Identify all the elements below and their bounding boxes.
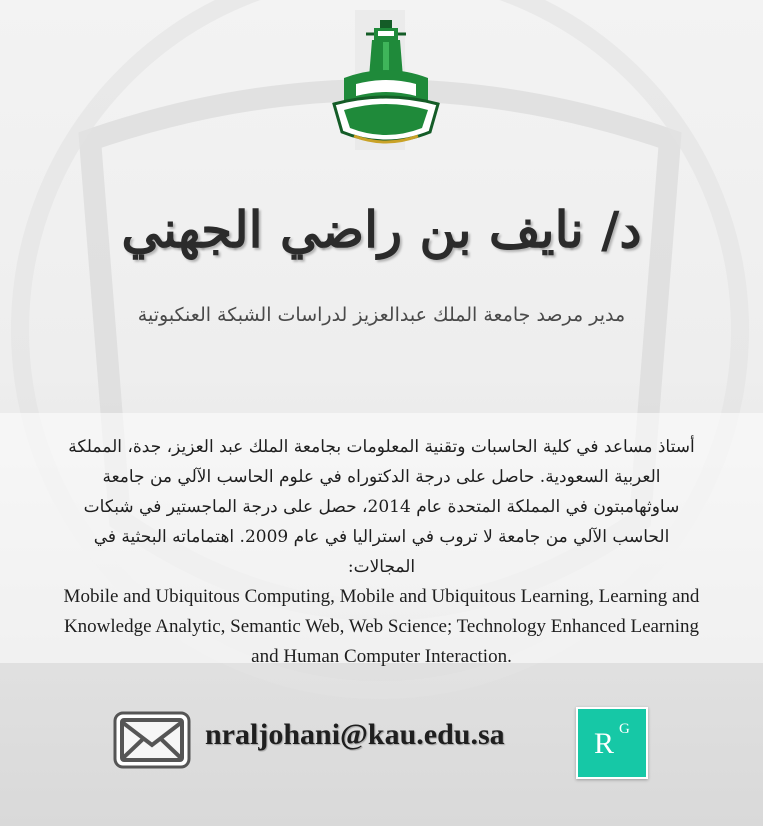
bio-text: [60, 432, 703, 672]
bio-arabic: أستاذ مساعد في كلية الحاسبات وتقنية المعلومات بجامعة الملك عبد العزيز، جدة، المملكة العربية السعودية. حاصل على درجة الدكتوراه في علوم الحاسب الآلي من جامعة ساوثهامبتون في المملكة المتحدة عام 2014، حصل على درجة الماجستير في شبكات الحاسب الآلي من جامعة لا تروب في استراليا في عام 2009. اهتماماته البحثية في المجالات:: [68, 437, 695, 577]
email-link[interactable]: nraljohani@kau.edu.sa: [205, 718, 505, 751]
profile-title: مدير مرصد جامعة الملك عبدالعزيز لدراسات الشبكة العنكبوتية: [137, 304, 626, 326]
bio-english: Mobile and Ubiquitous Computing, Mobile and Ubiquitous Learning, Learning and Knowledge Analytic, Semantic Web, Web Science; Technology Enhanced Learning and Human Computer Interaction.: [63, 586, 700, 667]
researchgate-g: G: [619, 721, 630, 737]
university-logo: [330, 20, 442, 150]
envelope-icon[interactable]: [113, 711, 191, 769]
researchgate-r: R: [594, 727, 615, 760]
profile-name: د/ نايف بن راضي الجهني: [121, 200, 642, 259]
researchgate-icon[interactable]: [576, 707, 648, 779]
